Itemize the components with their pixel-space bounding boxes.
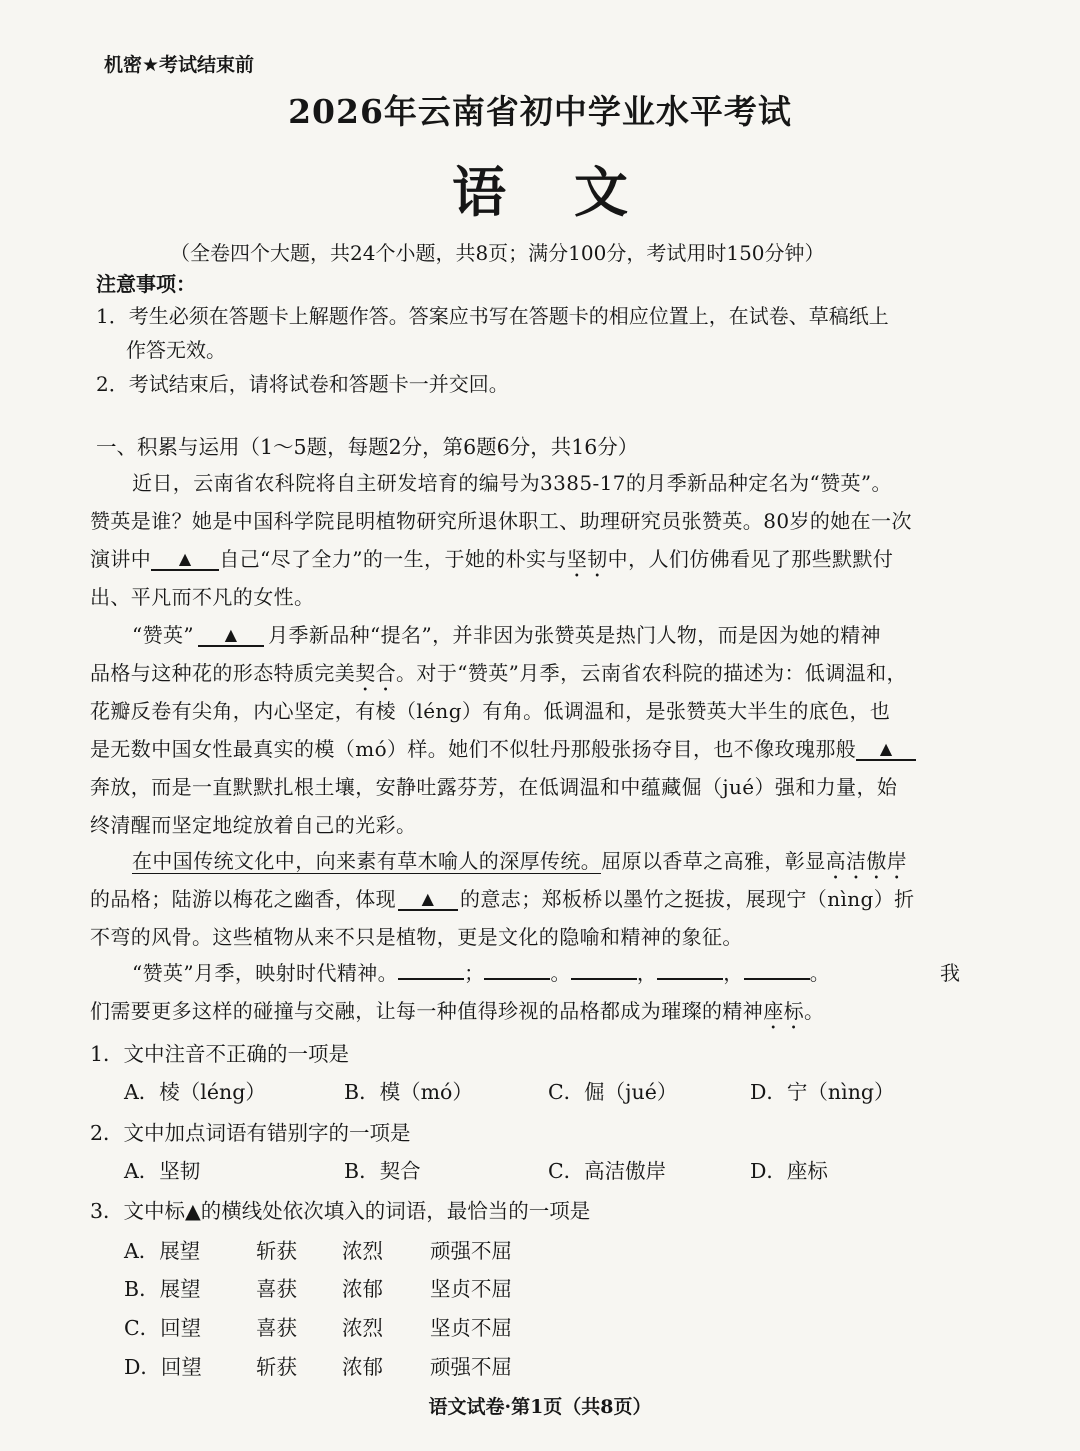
- triangle-icon: ▲: [421, 889, 435, 908]
- answer-blank-2: [198, 625, 264, 647]
- q3-option-a-word: 浓烈: [342, 1239, 383, 1263]
- passage-line: 奔放，而是一直默默扎根土壤，安静吐露芬芳，在低调温和中蕴藏倔（jué）强和力量，始: [90, 775, 898, 799]
- q2-option-b: B．契合: [344, 1159, 421, 1183]
- notice-item-1-line-1: 1．考生必须在答题卡上解题作答。答案应书写在答题卡的相应位置上，在试卷、草稿纸上: [96, 304, 889, 328]
- q1-option-d: D．宁（nìng）: [750, 1080, 895, 1104]
- q3-option-a-word: 斩获: [256, 1239, 297, 1263]
- q3-option-a-word: 顽强不屈: [430, 1239, 512, 1263]
- dotted-word-jianren: 坚韧: [566, 547, 608, 571]
- passage-line: 出、平凡而不凡的女性。: [90, 585, 315, 609]
- passage-text: “赞英”: [132, 623, 195, 647]
- dotted-word-gaojie: 高洁傲岸: [825, 849, 908, 873]
- q3-option-d: D．回望: [124, 1355, 202, 1379]
- fill-blank: [744, 960, 810, 980]
- passage-line: [90, 733, 916, 762]
- answer-blank-3: [856, 739, 916, 761]
- q3-option-c-word: 坚贞不屈: [430, 1316, 512, 1340]
- passage-line: “赞英”月季，映射时代精神。 ； 。 ， ， 。: [132, 961, 831, 985]
- passage-text: 自己“尽了全力”的一生，于她的朴实与: [219, 547, 567, 571]
- passage-line: [90, 543, 893, 582]
- underlined-sentence: 在中国传统文化中，向来素有草木喻人的深厚传统。: [132, 849, 602, 873]
- passage-text: 。: [804, 999, 825, 1023]
- passage-line: 近日，云南省农科院将自主研发培育的编号为3385-17的月季新品种定名为“赞英”。: [132, 471, 892, 495]
- exam-title: 2026年云南省初中学业水平考试: [288, 92, 792, 131]
- q1-option-a: A．棱（léng）: [124, 1080, 266, 1104]
- answer-blank-1: [151, 549, 219, 571]
- passage-text: 屈原以香草之高雅，彰显: [601, 849, 826, 873]
- passage-line: [90, 995, 824, 1034]
- dotted-word-qihe: 契合: [355, 661, 397, 685]
- q3-option-b-word: 坚贞不屈: [430, 1277, 512, 1301]
- section-1-heading: 一、积累与运用（1～5题，每题2分，第6题6分，共16分）: [96, 435, 639, 459]
- passage-line: [132, 619, 881, 648]
- q3-option-a: A．展望: [124, 1239, 201, 1263]
- passage-line: 终清醒而坚定地绽放着自己的光彩。: [90, 813, 417, 837]
- q3-option-b-word: 浓郁: [342, 1277, 383, 1301]
- passage-line: [90, 883, 915, 912]
- passage-text: 演讲中: [90, 547, 152, 571]
- answer-blank-4: [398, 889, 458, 911]
- passage-text: 的意志；郑板桥以墨竹之挺拔，展现宁（nìng）折: [460, 887, 915, 911]
- q3-option-d-word: 斩获: [256, 1355, 297, 1379]
- q3-option-c: C．回望: [124, 1316, 202, 1340]
- q3-option-c-word: 浓烈: [342, 1316, 383, 1340]
- q3-option-c-word: 喜获: [256, 1316, 297, 1340]
- q3-option-d-word: 顽强不屈: [430, 1355, 512, 1379]
- passage-text: 是无数中国女性最真实的模（mó）样。她们不似牡丹那般张扬夺目，也不像玫瑰那般: [90, 737, 857, 761]
- confidential-label: 机密★考试结束前: [104, 54, 255, 76]
- page-footer: 语文试卷·第1页（共8页）: [428, 1396, 652, 1418]
- notice-item-1-line-2: 作答无效。: [126, 338, 226, 362]
- q2-option-a: A．坚韧: [124, 1159, 201, 1183]
- passage-line: 花瓣反卷有尖角，内心坚定，有棱（léng）有角。低调温和，是张赞英大半生的底色，也: [90, 699, 891, 723]
- passage-line: [90, 657, 907, 696]
- notice-item-2: 2．考试结束后，请将试卷和答题卡一并交回。: [96, 372, 509, 396]
- passage-text: “赞英”月季，映射时代精神。: [132, 961, 399, 985]
- subject-char-2: 文: [574, 160, 628, 224]
- fill-blank: [484, 960, 550, 980]
- passage-text: 。对于“赞英”月季，云南省农科院的描述为：低调温和，: [396, 661, 907, 685]
- subject-char-1: 语: [452, 160, 506, 224]
- fill-blank: [657, 960, 723, 980]
- fill-blank: [398, 960, 464, 980]
- passage-text: 品格与这种花的形态特质完美: [90, 661, 356, 685]
- q3-option-b-word: 喜获: [256, 1277, 297, 1301]
- q3-option-b: B．展望: [124, 1277, 201, 1301]
- passage-text: 中，人们仿佛看见了那些默默付: [607, 547, 894, 571]
- q1-option-b: B．模（mó）: [344, 1080, 473, 1104]
- notice-heading: 注意事项：: [96, 272, 196, 296]
- dotted-word-zuobiao: 座标: [763, 999, 805, 1023]
- passage-text: 我: [940, 961, 961, 985]
- subject-title: [0, 150, 1080, 227]
- passage-text: 月季新品种“提名”，并非因为张赞英是热门人物，而是因为她的精神: [268, 623, 881, 647]
- q3-option-d-word: 浓郁: [342, 1355, 383, 1379]
- question-2: 2．文中加点词语有错别字的一项是: [90, 1121, 411, 1145]
- q2-option-d: D．座标: [750, 1159, 828, 1183]
- passage-line: 赞英是谁？她是中国科学院昆明植物研究所退休职工、助理研究员张赞英。80岁的她在一次: [90, 509, 912, 533]
- q1-option-c: C．倔（jué）: [548, 1080, 678, 1104]
- question-3: 3．文中标▲的横线处依次填入的词语，最恰当的一项是: [90, 1199, 591, 1223]
- passage-text: 们需要更多这样的碰撞与交融，让每一种值得珍视的品格都成为璀璨的精神: [90, 999, 764, 1023]
- q2-option-c: C．高洁傲岸: [548, 1159, 667, 1183]
- fill-blank: [571, 960, 637, 980]
- passage-text: 的品格；陆游以梅花之幽香，体现: [90, 887, 396, 911]
- triangle-icon: ▲: [879, 739, 893, 758]
- question-1: 1．文中注音不正确的一项是: [90, 1042, 350, 1066]
- passage-line: 不弯的风骨。这些植物从来不只是植物，更是文化的隐喻和精神的象征。: [90, 925, 743, 949]
- triangle-icon: ▲: [178, 549, 192, 568]
- triangle-icon: ▲: [224, 625, 238, 644]
- passage-line: [132, 845, 907, 884]
- exam-info: （全卷四个大题，共24个小题，共8页；满分100分，考试用时150分钟）: [170, 241, 825, 265]
